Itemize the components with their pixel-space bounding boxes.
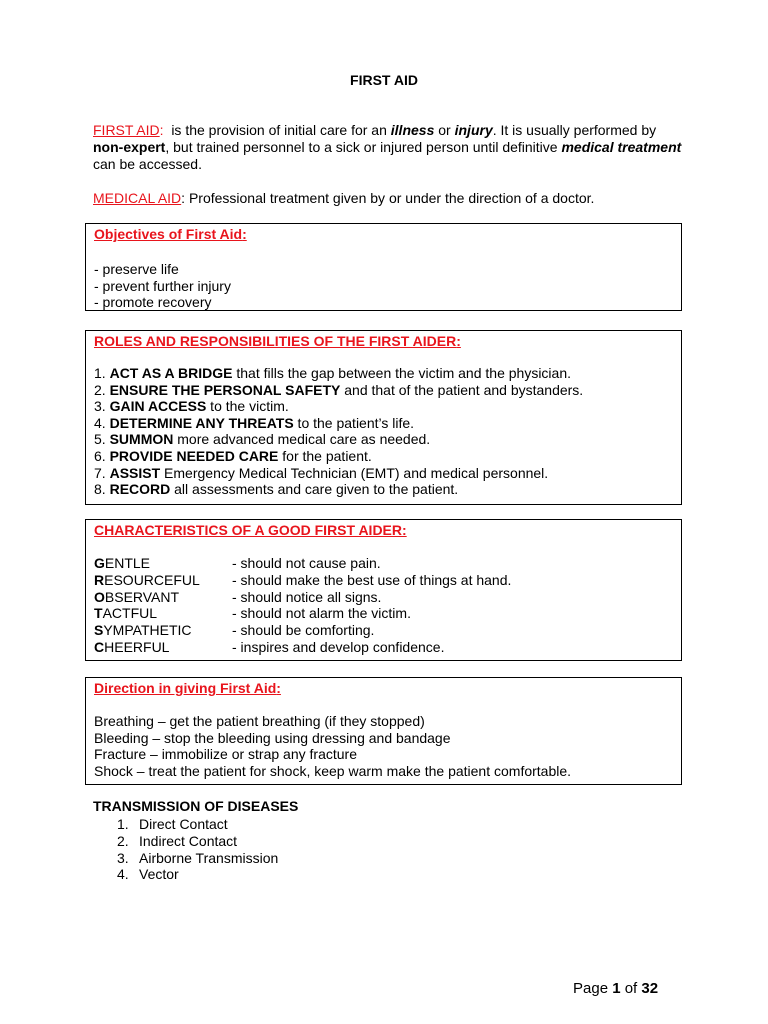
- def-text-1: is the provision of initial care for an: [163, 122, 391, 138]
- characteristic-word: RESOURCEFUL: [94, 571, 200, 588]
- medical-aid-definition: [93, 190, 683, 207]
- characteristics-heading: CHARACTERISTICS OF A GOOD FIRST AIDER:: [94, 522, 407, 538]
- characteristic-description: - should not alarm the victim.: [232, 605, 411, 622]
- characteristic-row: [94, 555, 673, 572]
- characteristic-row: [94, 572, 673, 589]
- objective-item: - prevent further injury: [94, 277, 231, 294]
- transmission-heading: TRANSMISSION OF DISEASES: [93, 798, 299, 814]
- role-item: 1. ACT AS A BRIDGE that fills the gap between the victim and the physician.: [94, 365, 571, 381]
- role-item: 2. ENSURE THE PERSONAL SAFETY and that of the patient and bystanders.: [94, 381, 584, 398]
- objectives-heading: Objectives of First Aid:: [94, 226, 247, 242]
- role-item: 3. GAIN ACCESS to the victim.: [94, 398, 289, 415]
- first-aid-colon: :: [159, 122, 164, 138]
- direction-item: Bleeding – stop the bleeding using dressing and bandage: [94, 729, 451, 746]
- roles-box: [85, 330, 682, 505]
- characteristic-description: - should make the best use of things at hand.: [232, 571, 512, 588]
- page-number: Page 1 of 32: [573, 980, 659, 997]
- roles-heading: ROLES AND RESPONSIBILITIES OF THE FIRST AIDER:: [94, 333, 461, 349]
- page-title: FIRST AID: [350, 72, 418, 88]
- characteristic-word: OBSERVANT: [94, 588, 180, 605]
- injury-term: injury: [454, 122, 493, 138]
- characteristic-row: [94, 622, 673, 639]
- role-item: 8. RECORD all assessments and care given to the patient.: [94, 481, 459, 498]
- characteristic-row: [94, 639, 673, 656]
- transmission-item: 4. Vector: [117, 866, 179, 883]
- objectives-box: [85, 223, 682, 311]
- medical-aid-text: : Professional treatment given by or under the direction of a doctor.: [181, 190, 595, 206]
- def-text-3: . It is usually performed by: [492, 122, 657, 138]
- medical-treatment-term: medical treatment: [561, 139, 682, 155]
- characteristic-word: GENTLE: [94, 555, 151, 571]
- transmission-item: 2. Indirect Contact: [117, 832, 238, 849]
- objective-item: - preserve life: [94, 261, 179, 277]
- direction-item: Fracture – immobilize or strap any fracture: [94, 746, 357, 763]
- transmission-item: 3. Airborne Transmission: [117, 849, 279, 866]
- role-item: 4. DETERMINE ANY THREATS to the patient’s life.: [94, 414, 415, 431]
- characteristic-row: [94, 589, 673, 606]
- role-item: 5. SUMMON more advanced medical care as needed.: [94, 431, 431, 448]
- first-aid-definition: [93, 122, 683, 173]
- def-text-2: or: [434, 122, 455, 138]
- direction-item: Breathing – get the patient breathing (if they stopped): [94, 713, 425, 729]
- characteristic-word: CHEERFUL: [94, 638, 170, 655]
- role-item: 7. ASSIST Emergency Medical Technician (EMT) and medical personnel.: [94, 464, 549, 481]
- transmission-list: [117, 816, 278, 883]
- characteristic-description: - should not cause pain.: [232, 555, 381, 571]
- direction-item: Shock – treat the patient for shock, keep warm make the patient comfortable.: [94, 762, 572, 779]
- objective-item: - promote recovery: [94, 294, 212, 311]
- def-text-5: can be accessed.: [93, 156, 202, 172]
- directions-heading: Direction in giving First Aid:: [94, 680, 281, 696]
- characteristic-description: - should be comforting.: [232, 622, 375, 639]
- non-expert-term: non-expert: [93, 139, 166, 155]
- characteristic-row: [94, 605, 673, 622]
- characteristic-description: - inspires and develop confidence.: [232, 638, 445, 655]
- def-text-4: , but trained personnel to a sick or injured person until definitive: [165, 139, 562, 155]
- characteristic-word: SYMPATHETIC: [94, 622, 192, 639]
- first-aid-term: FIRST AID: [93, 122, 160, 138]
- characteristics-box: [85, 519, 682, 661]
- medical-aid-term: MEDICAL AID: [93, 190, 182, 206]
- directions-box: [85, 677, 682, 785]
- illness-term: illness: [390, 122, 435, 138]
- role-item: 6. PROVIDE NEEDED CARE for the patient.: [94, 447, 372, 464]
- transmission-item: 1. Direct Contact: [117, 816, 228, 832]
- characteristic-word: TACTFUL: [94, 605, 158, 622]
- characteristic-description: - should notice all signs.: [232, 588, 382, 605]
